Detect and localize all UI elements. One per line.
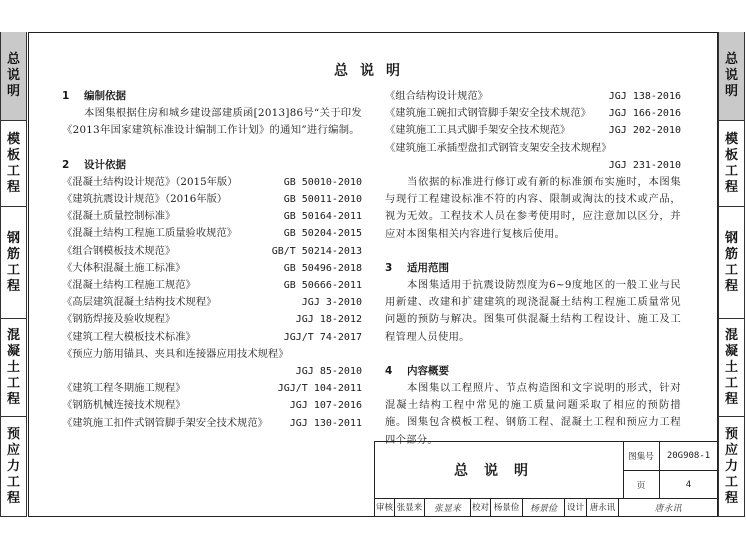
title-block [374,441,718,517]
standard-name: 《建筑施工工具式脚手架安全技术规范》 [385,124,571,137]
standard-code: JGJ 231-2010 [608,159,681,171]
section-title: 适用范围 [407,261,449,274]
standard-code: GB 50204-2015 [283,228,362,240]
standard-code: JGJ 202-2010 [608,125,681,137]
section-number: 2 [62,158,70,171]
standard-name: 《混凝土结构设计规范》（2015年版） [62,175,238,188]
page-number: 4 [685,479,692,490]
right-column [385,88,681,449]
tab-concrete[interactable] [718,319,745,417]
standard-code: JGJ/T 74-2017 [283,331,362,343]
left-column [62,88,362,432]
title-block-title: 总说明 [375,442,624,498]
tab-label: 预应力工程 [724,426,738,506]
standard-item [62,329,362,346]
tab-formwork[interactable] [718,121,745,207]
standard-item [385,122,681,139]
standard-name: 《建筑抗震设计规范》（2016年版） [62,193,228,206]
section-title: 内容概要 [407,364,449,377]
section-heading [62,157,362,174]
review-label: 审核 [375,498,395,516]
section-title: 设计依据 [84,158,126,171]
standard-code: GB 50666-2011 [283,280,362,292]
design-label: 设计 [565,498,587,516]
standard-code: JGJ 18-2012 [295,314,362,326]
standard-code: JGJ 138-2016 [608,91,681,102]
tab-rebar[interactable] [0,207,27,319]
designer-signature: 唐永讯 [654,503,682,514]
proof-label: 校对 [471,498,491,516]
standard-item [62,208,362,225]
tab-label: 钢筋工程 [6,230,20,294]
standard-code: GB 50011-2010 [283,194,362,206]
tab-prestress[interactable] [718,417,745,517]
standard-item [385,88,681,105]
proofreader-signature: 杨景俭 [523,498,565,516]
standard-code: GB 50496-2018 [283,262,362,274]
tab-label: 模板工程 [724,131,738,195]
standards-note: 当依据的标准进行修订或有新的标准颁布实施时，本图集与现行工程建设标准不符的内容、限制或淘汰的技术或产品，视为无效。工程技术人员在参考使用时，应注意加以区分，并应对本图集相关内容进行复核后使用。 [385,176,681,240]
section-body: 本图集适用于抗震设防烈度为6~9度地区的一般工业与民用新建、改建和扩建建筑的现浇混凝土结构工程施工质量常见问题的预防与解决。图集可供混凝土结构工程设计、施工及工程管理人员使用。 [385,279,681,343]
tab-concrete[interactable] [0,319,27,417]
standard-code: GB 50010-2010 [283,176,362,188]
standard-name: 《建筑施工碗扣式钢管脚手架安全技术规范》 [385,107,591,120]
standard-name: 《钢筋焊接及验收规程》 [62,313,176,326]
standard-name: 《建筑施工承插型盘扣式钢管支架安全技术规程》 [385,141,612,154]
standard-code: JGJ 3-2010 [301,297,362,309]
page-label: 页 [623,471,660,498]
tab-formwork[interactable] [0,121,27,207]
section-body: 本图集根据住房和城乡建设部建质函[2013]86号“关于印发《2013年国家建筑标准设计编制工作计划》的通知”进行编制。 [62,107,362,137]
reviewer-name: 张显来 [395,498,425,516]
standard-code: GB 50164-2011 [283,211,362,223]
standard-name: 《组合钢模板技术规范》 [62,244,176,257]
reviewer-signature: 张显来 [425,498,471,516]
atlas-number: 20G908-1 [660,442,717,471]
standard-name: 《高层建筑混凝土结构技术规程》 [62,296,217,309]
standard-name: 《建筑施工扣件式钢管脚手架安全技术规范》 [62,416,268,429]
standard-item [62,191,362,208]
section-title: 编制依据 [84,90,126,102]
section-heading [62,88,362,105]
tab-rebar[interactable] [718,207,745,319]
standard-item [62,277,362,294]
standard-item [385,105,681,122]
standard-name: 《建筑工程冬期施工规程》 [62,382,186,395]
standard-item [385,140,681,174]
tab-label: 总说明 [724,52,738,99]
page-title: 总说明 [334,63,412,79]
tab-label: 预应力工程 [6,426,20,506]
atlas-number-label: 图集号 [623,442,660,471]
standard-item [62,225,362,242]
tab-label: 混凝土工程 [724,327,738,407]
standard-code: JGJ 85-2010 [295,366,362,378]
standard-item [62,174,362,191]
standard-item [62,260,362,277]
standard-code: JGJ 166-2016 [608,108,681,120]
section-number: 1 [62,90,70,102]
standard-name: 《建筑工程大模板技术标准》 [62,330,196,343]
standard-item [62,415,362,432]
standard-code: JGJ/T 104-2011 [277,383,362,395]
standard-name: 《组合结构设计规范》 [385,90,488,102]
section-heading [385,363,681,380]
standard-name: 《混凝土质量控制标准》 [62,210,176,223]
standard-code: JGJ 107-2016 [289,400,362,412]
tab-label: 总说明 [6,52,20,99]
standard-name: 《预应力筋用锚具、夹具和连接器应用技术规程》 [62,347,289,360]
standard-code: JGJ 130-2011 [289,417,362,429]
standard-item [62,243,362,260]
tab-label: 模板工程 [6,131,20,195]
section-body: 本图集以工程照片、节点构造图和文字说明的形式，针对混凝土结构工程中常见的施工质量问题采取了相应的预防措施。图集包含模板工程、钢筋工程、混凝土工程和预应力工程四个部分。 [385,382,681,446]
tab-prestress[interactable] [0,417,27,517]
standard-name: 《钢筋机械连接技术规程》 [62,399,186,412]
standard-item [62,397,362,414]
standard-item [62,311,362,328]
tab-label: 混凝土工程 [6,327,20,407]
standard-name: 《混凝土结构工程施工规范》 [62,279,196,292]
standard-name: 《混凝土结构工程施工质量验收规范》 [62,227,238,240]
tab-label: 钢筋工程 [724,230,738,294]
standard-item [62,346,362,380]
designer-name: 唐永讯 [587,498,619,516]
standard-item [62,380,362,397]
section-number: 4 [385,364,393,377]
standard-item [62,294,362,311]
section-heading [385,260,681,277]
standard-name: 《大体积混凝土施工标准》 [62,261,186,274]
section-number: 3 [385,261,393,274]
proofreader-name: 杨景俭 [491,498,523,516]
standard-code: GB/T 50214-2013 [271,245,362,257]
